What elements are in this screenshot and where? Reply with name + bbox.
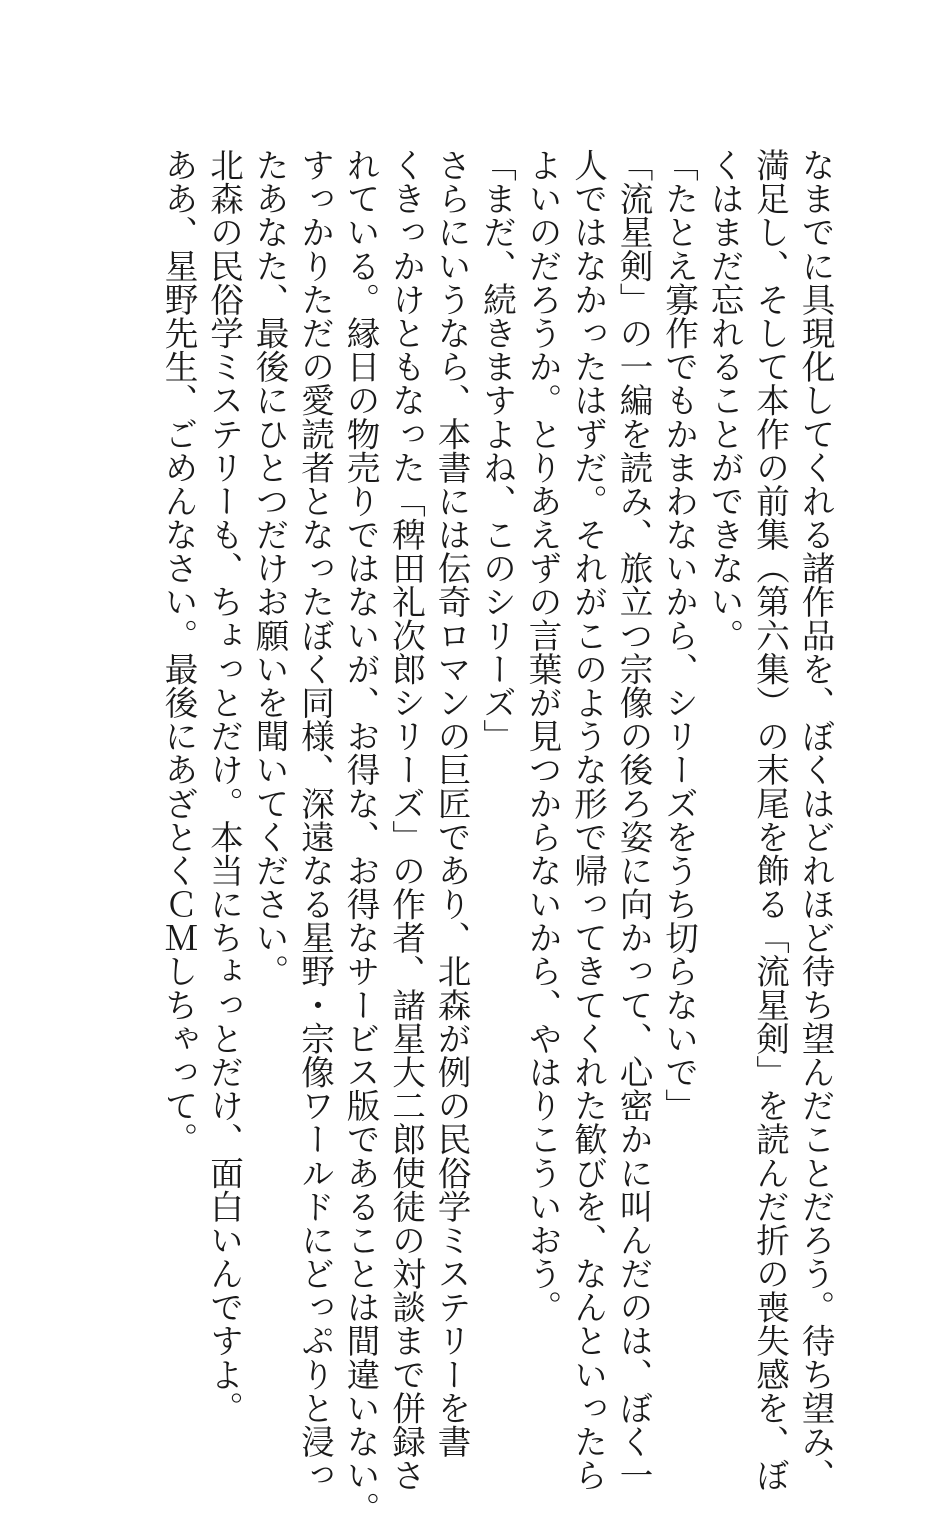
text-line-7: よいのだろうか。とりあえずの言葉が見つからないから、やはりこういおう。 [523,148,562,1324]
text-line-12: すっかりただの愛読者となったぼく同様、深遠なる星野・宗像ワールドにどっぷりと浸っ [295,148,335,1492]
text-line-8: 「まだ、続きますよね、このシリーズ」 [477,148,517,753]
text-line-9: さらにいうなら、本書には伝奇ロマンの巨匠であり、北森が例の民俗学ミステリーを書 [432,148,471,1459]
text-line-11: れている。縁日の物売りではないが、お得な、お得なサービス版であることは間違いない。 [341,148,380,1525]
text-line-15: ああ、星野先生、ごめんなさい。最後にあざとくＣＭしちゃって。 [159,148,198,1156]
text-line-6: 人ではなかったはずだ。それがこのような形で帰ってきてくれた歓びを、なんといったら [568,148,608,1492]
text-line-14: 北森の民俗学ミステリーも、ちょっとだけ。本当にちょっとだけ、面白いんですよ。 [204,148,244,1425]
text-line-5: 「流星剣」の一編を読み、旅立つ宗像の後ろ姿に向かって、心密かに叫んだのは、ぼく一 [614,148,653,1492]
vertical-text-body [78,148,838,1525]
text-line-1: なまでに具現化してくれる諸作品を、ぼくはどれほど待ち望んだことだろう。待ち望み、 [796,148,835,1492]
text-line-13: たあなた、最後にひとつだけお願いを聞いてください。 [250,148,289,988]
text-line-3: くはまだ忘れることができない。 [705,148,744,652]
text-line-10: くきっかけともなった「稗田礼次郎シリーズ」の作者、諸星大二郎使徒の対談まで併録さ [386,148,426,1492]
text-line-4: 「たとえ寡作でもかまわないから、シリーズをうち切らないで」 [659,148,699,1123]
text-line-2: 満足し、そして本作の前集（第六集）の末尾を飾る「流星剣」を読んだ折の喪失感を、ぼ [750,148,790,1492]
